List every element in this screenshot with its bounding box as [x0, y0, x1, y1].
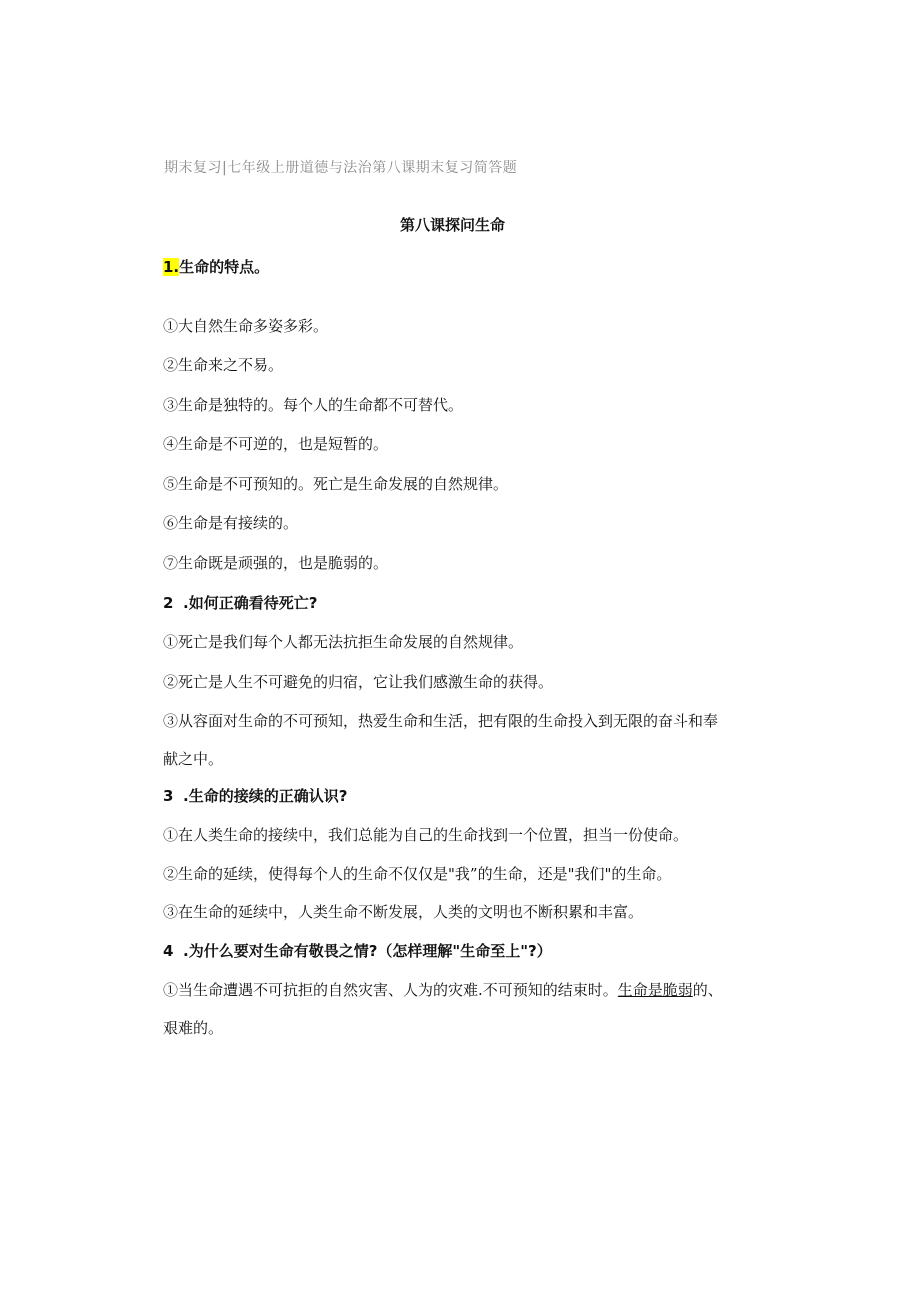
answer-text: ①当生命遭遇不可抗拒的自然灾害、人为的灾难.不可预知的结束时。 — [163, 981, 618, 999]
question-3-number: 3 — [163, 787, 174, 805]
answer-item: ①死亡是我们每个人都无法抗拒生命发展的自然规律。 — [163, 633, 524, 651]
answer-item: ⑥生命是有接续的。 — [163, 514, 299, 532]
answer-text: 的、 — [692, 981, 723, 999]
answer-item: ②生命来之不易。 — [163, 356, 284, 374]
answer-item: ③在生命的延续中，人类生命不断发展，人类的文明也不断积累和丰富。 — [163, 903, 644, 921]
answer-item: 献之中。 — [163, 750, 224, 768]
question-4-number: 4 — [163, 942, 174, 960]
answer-item: 艰难的。 — [163, 1019, 224, 1037]
question-1-title: 生命的特点。 — [179, 258, 270, 276]
answer-item: ③从容面对生命的不可预知，热爱生命和生活，把有限的生命投入到无限的奋斗和奉 — [163, 712, 719, 730]
question-4-title: .为什么要对生命有敬畏之情?（怎样理解"生命至上"?） — [183, 942, 552, 960]
answer-item: ④生命是不可逆的，也是短暂的。 — [163, 435, 389, 453]
document-title: 期末复习|七年级上册道德与法治第八课期末复习简答题 — [164, 160, 518, 176]
question-3-heading — [163, 786, 347, 806]
question-1-heading — [163, 257, 269, 277]
answer-item: ①在人类生命的接续中，我们总能为自己的生命找到一个位置，担当一份使命。 — [163, 826, 689, 844]
answer-item: ①大自然生命多姿多彩。 — [163, 317, 329, 335]
question-2-heading — [163, 593, 317, 613]
question-3-title: .生命的接续的正确认识? — [183, 787, 348, 805]
question-1-number: 1. — [163, 258, 180, 276]
question-2-title: .如何正确看待死亡? — [183, 594, 318, 612]
answer-item: ②死亡是人生不可避免的归宿，它让我们感激生命的获得。 — [163, 673, 554, 691]
answer-item: ③生命是独特的。每个人的生命都不可替代。 — [163, 396, 464, 414]
underlined-phrase: 生命是脆弱 — [617, 981, 693, 999]
answer-item: ②生命的延续，使得每个人的生命不仅仅是"我”的生命，还是"我们"的生命。 — [163, 865, 672, 883]
question-4-heading — [163, 941, 552, 961]
answer-item — [163, 980, 723, 1000]
lesson-title: 第八课探问生命 — [400, 216, 506, 234]
answer-item: ⑤生命是不可预知的。死亡是生命发展的自然规律。 — [163, 475, 509, 493]
question-2-number: 2 — [163, 594, 174, 612]
answer-item: ⑦生命既是顽强的，也是脆弱的。 — [163, 554, 389, 572]
